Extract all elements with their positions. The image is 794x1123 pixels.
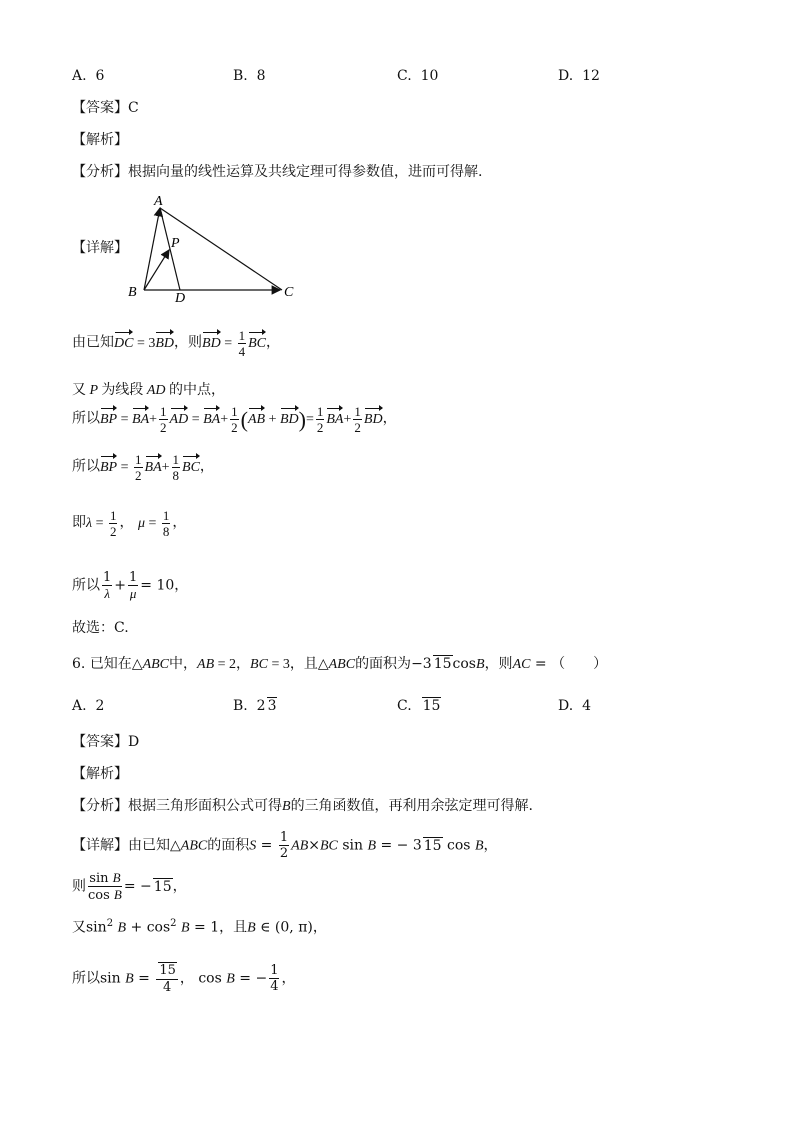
q6-answer: 【答案】D [72, 734, 140, 750]
q5-line-lambda-mu: 即λ = $\frac{1}{2}$ ， μ = $\frac{1}{8}$ ， [72, 508, 187, 539]
q5-line-midpoint: 又 P 为线段 AD 的中点， [72, 382, 225, 398]
q6-detail-3: 又$\sin^2 B + \cos^2 B = 1$，且B ∈ (0, π)， [72, 918, 327, 936]
label-a: A [154, 194, 163, 209]
q6-detail-1: 【详解】由已知△ABC的面积S = $\frac{1}{2}$ AB×BC sin B = − 3 15 cos B， [72, 830, 498, 861]
label-b: B [128, 285, 137, 300]
q5-option-d: D. 12 [558, 68, 600, 84]
q5-answer: 【答案】C [72, 100, 139, 116]
q6-analysis-label: 【解析】 [72, 766, 128, 782]
q6-option-b: B. 2 3 [233, 698, 277, 714]
q5-option-a: A. 6 [72, 68, 105, 84]
q5-line-bp1: 所以BP = BA+ $\frac{1}{2}$ AD = BA+ $\frac{1}{2}$ (AB + BD)= $\frac{1}{2}$ BA+ $\frac{1}{2}$ BD， [72, 404, 397, 435]
q5-analysis-label: 【解析】 [72, 132, 128, 148]
q6-detail-2: 则 $\frac{\text{sin B}}{\text{cos B}}$ = − 15， [72, 870, 187, 903]
label-d: D [175, 291, 186, 305]
q6-option-d: D. 4 [558, 698, 591, 714]
q5-conclusion: 故选：C. [72, 620, 129, 636]
label-c: C [284, 285, 294, 300]
q5-detail-label: 【详解】 [72, 240, 128, 256]
q5-line-known: 由已知DC = 3BD，则BD = $\frac{1}{4}$ BC， [72, 328, 280, 359]
q5-fenxi: 【分析】根据向量的线性运算及共线定理可得参数值，进而可得解. [72, 164, 483, 180]
q6-option-a: A. 2 [72, 698, 105, 714]
q6-stem: 6. 已知在△ABC中，AB = 2，BC = 3，且△ABC的面积为−3 15cosB，则AC = （ ） [72, 656, 608, 672]
q5-option-b: B. 8 [233, 68, 266, 84]
label-p: P [171, 236, 180, 251]
q6-option-c: C. 15 [397, 698, 441, 714]
q5-line-result: 所以 $\frac{1}{\lambda}$ + $\frac{1}{\mu}$ = 10， [72, 570, 189, 601]
q5-option-c: C. 10 [397, 68, 439, 84]
q6-fenxi: 【分析】根据三角形面积公式可得B的三角函数值，再利用余弦定理可得解. [72, 798, 534, 814]
triangle-figure [122, 190, 302, 305]
q6-detail-4: 所以sin B = $\frac{15}{4}$ ， cos B = − $\frac{1}{4}$ ， [72, 963, 296, 995]
q5-line-bp2: 所以BP = $\frac{1}{2}$ BA+ $\frac{1}{8}$ BC， [72, 452, 214, 483]
